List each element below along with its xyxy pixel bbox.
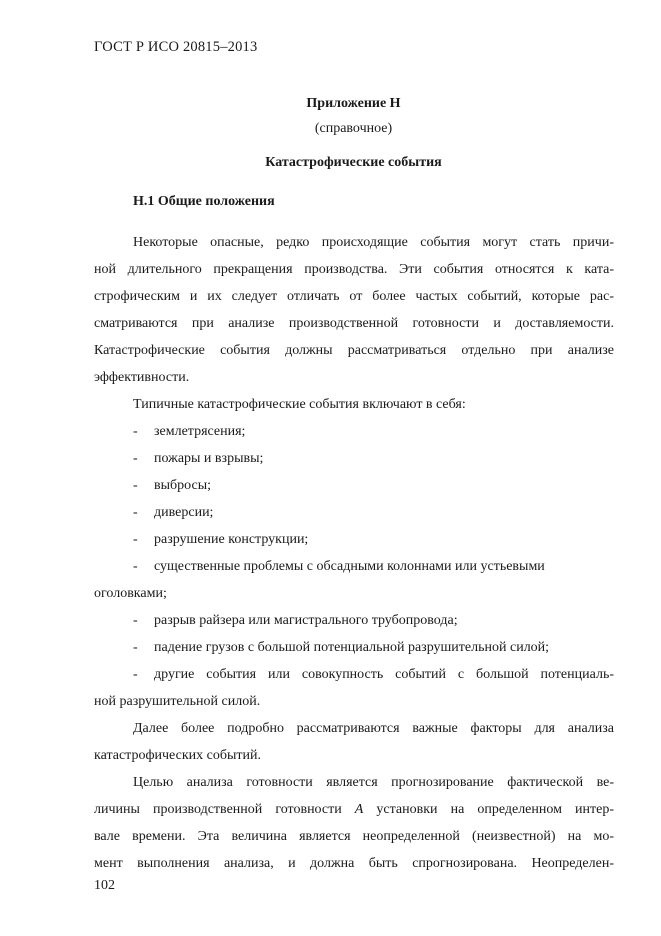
variable-symbol: А bbox=[354, 802, 364, 817]
list-item-continuation: ной разрушительной силой. bbox=[94, 694, 261, 709]
paragraph-line: мент выполнения анализа, и должна быть спрогнозирована. Неопределен- bbox=[94, 856, 614, 871]
list-item: разрушение конструкции; bbox=[154, 532, 309, 547]
annex-title: Приложение Н bbox=[306, 96, 401, 111]
list-bullet: - bbox=[133, 667, 138, 682]
list-item: выбросы; bbox=[154, 478, 211, 493]
paragraph-line: вале времени. Эта величина является неопределенной (неизвестной) на мо- bbox=[94, 829, 614, 844]
list-bullet: - bbox=[133, 505, 138, 520]
annex-heading: Катастрофические события bbox=[265, 155, 442, 170]
paragraph-line: Далее более подробно рассматриваются важные факторы для анализа bbox=[133, 721, 614, 736]
list-bullet: - bbox=[133, 532, 138, 547]
list-item: другие события или совокупность событий с большой потенциаль- bbox=[154, 667, 614, 682]
list-item: пожары и взрывы; bbox=[154, 451, 264, 466]
text-run: установки на определенном интер- bbox=[363, 802, 614, 817]
list-item: разрыв райзера или магистрального трубопровода; bbox=[154, 613, 458, 628]
paragraph-line: Некоторые опасные, редко происходящие события могут стать причи- bbox=[133, 235, 614, 250]
paragraph-line: эффективности. bbox=[94, 370, 190, 385]
list-item: землетрясения; bbox=[154, 424, 246, 439]
list-bullet: - bbox=[133, 640, 138, 655]
list-intro: Типичные катастрофические события включают в себя: bbox=[133, 397, 466, 412]
list-item-continuation: оголовками; bbox=[94, 586, 167, 601]
list-bullet: - bbox=[133, 451, 138, 466]
annex-status: (справочное) bbox=[314, 121, 393, 136]
paragraph-line: катастрофических событий. bbox=[94, 748, 261, 763]
paragraph-line: Катастрофические события должны рассматриваться отдельно при анализе bbox=[94, 343, 614, 358]
paragraph-line: строфическим и их следует отличать от более частых событий, которые рас- bbox=[94, 289, 614, 304]
list-bullet: - bbox=[133, 613, 138, 628]
list-item: падение грузов с большой потенциальной разрушительной силой; bbox=[154, 640, 550, 655]
section-heading: Н.1 Общие положения bbox=[133, 194, 275, 209]
paragraph-line bbox=[94, 802, 614, 818]
page-number: 102 bbox=[94, 878, 115, 893]
list-bullet: - bbox=[133, 478, 138, 493]
text-run: личины производственной готовности bbox=[94, 802, 355, 817]
paragraph-line: Целью анализа готовности является прогнозирование фактической ве- bbox=[133, 775, 614, 790]
paragraph-line: сматриваются при анализе производственной готовности и доставляемости. bbox=[94, 316, 614, 331]
list-item: диверсии; bbox=[154, 505, 214, 520]
list-item: существенные проблемы с обсадными колоннами или устьевыми bbox=[154, 559, 545, 574]
document-header: ГОСТ Р ИСО 20815–2013 bbox=[94, 39, 258, 55]
paragraph-line: ной длительного прекращения производства. Эти события относятся к ката- bbox=[94, 262, 614, 277]
list-bullet: - bbox=[133, 424, 138, 439]
list-bullet: - bbox=[133, 559, 138, 574]
